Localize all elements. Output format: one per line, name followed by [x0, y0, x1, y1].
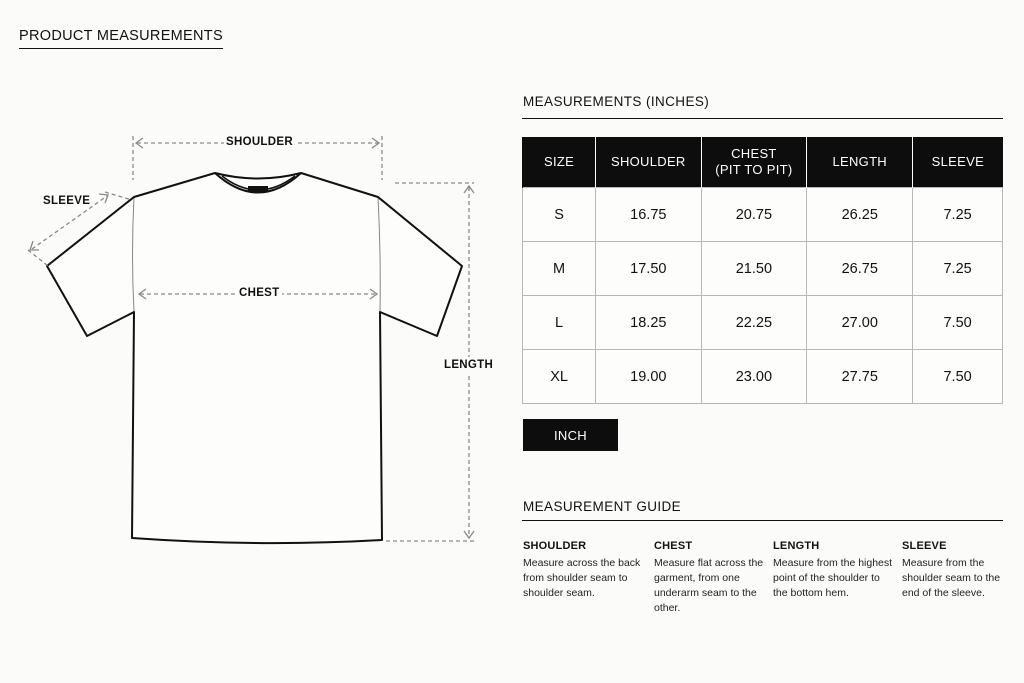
inch-unit-button[interactable]: INCH [523, 419, 618, 451]
length-cell: 27.75 [807, 350, 913, 404]
guide-item-length [773, 540, 893, 601]
tshirt-diagram [0, 0, 500, 683]
sleeve-cell: 7.50 [913, 350, 1003, 404]
chest-label: CHEST [236, 287, 282, 299]
shoulder-cell: 16.75 [596, 188, 701, 242]
sleeve-cell: 7.25 [913, 188, 1003, 242]
size-chart-table [522, 137, 1003, 404]
guide-description: Measure flat across the garment, from one underarm seam to the other. [654, 557, 764, 614]
column-header-size: SIZE [523, 137, 596, 188]
sleeve-label: SLEEVE [43, 195, 91, 207]
size-cell: L [523, 296, 596, 350]
length-label: LENGTH [444, 359, 494, 371]
table-row [523, 242, 1003, 296]
length-cell: 27.00 [807, 296, 913, 350]
guide-description: Measure from the highest point of the shoulder to the bottom hem. [773, 557, 893, 599]
column-header-shoulder: SHOULDER [596, 137, 701, 188]
length-cell: 26.25 [807, 188, 913, 242]
guide-item-chest [654, 540, 764, 616]
size-cell: XL [523, 350, 596, 404]
shoulder-label: SHOULDER [226, 136, 293, 148]
guide-description: Measure from the shoulder seam to the end of the sleeve. [902, 557, 1001, 599]
column-header-sleeve: SLEEVE [913, 137, 1003, 188]
guide-item-shoulder [523, 540, 641, 601]
column-header-length: LENGTH [807, 137, 913, 188]
measurements-title: MEASUREMENTS (INCHES) [523, 94, 710, 109]
measurements-divider [522, 118, 1003, 119]
page-title: PRODUCT MEASUREMENTS [19, 28, 223, 49]
guide-divider [522, 520, 1003, 521]
size-cell: S [523, 188, 596, 242]
table-row [523, 350, 1003, 404]
shoulder-cell: 17.50 [596, 242, 701, 296]
length-cell: 26.75 [807, 242, 913, 296]
guide-heading: LENGTH [773, 540, 820, 552]
guide-item-sleeve [902, 540, 1014, 601]
table-row [523, 188, 1003, 242]
shoulder-cell: 19.00 [596, 350, 701, 404]
sleeve-cell: 7.50 [913, 296, 1003, 350]
chest-cell: 21.50 [701, 242, 807, 296]
tshirt-drawing [0, 0, 500, 683]
guide-heading: SHOULDER [523, 540, 587, 552]
table-header-row [523, 137, 1003, 188]
guide-title: MEASUREMENT GUIDE [523, 499, 682, 514]
chest-cell: 20.75 [701, 188, 807, 242]
chest-cell: 22.25 [701, 296, 807, 350]
column-header-chest: CHEST (PIT TO PIT) [701, 137, 807, 188]
chest-cell: 23.00 [701, 350, 807, 404]
sleeve-cell: 7.25 [913, 242, 1003, 296]
size-cell: M [523, 242, 596, 296]
guide-heading: CHEST [654, 540, 693, 552]
table-row [523, 296, 1003, 350]
guide-description: Measure across the back from shoulder seam to shoulder seam. [523, 557, 641, 599]
shoulder-cell: 18.25 [596, 296, 701, 350]
guide-heading: SLEEVE [902, 540, 947, 552]
